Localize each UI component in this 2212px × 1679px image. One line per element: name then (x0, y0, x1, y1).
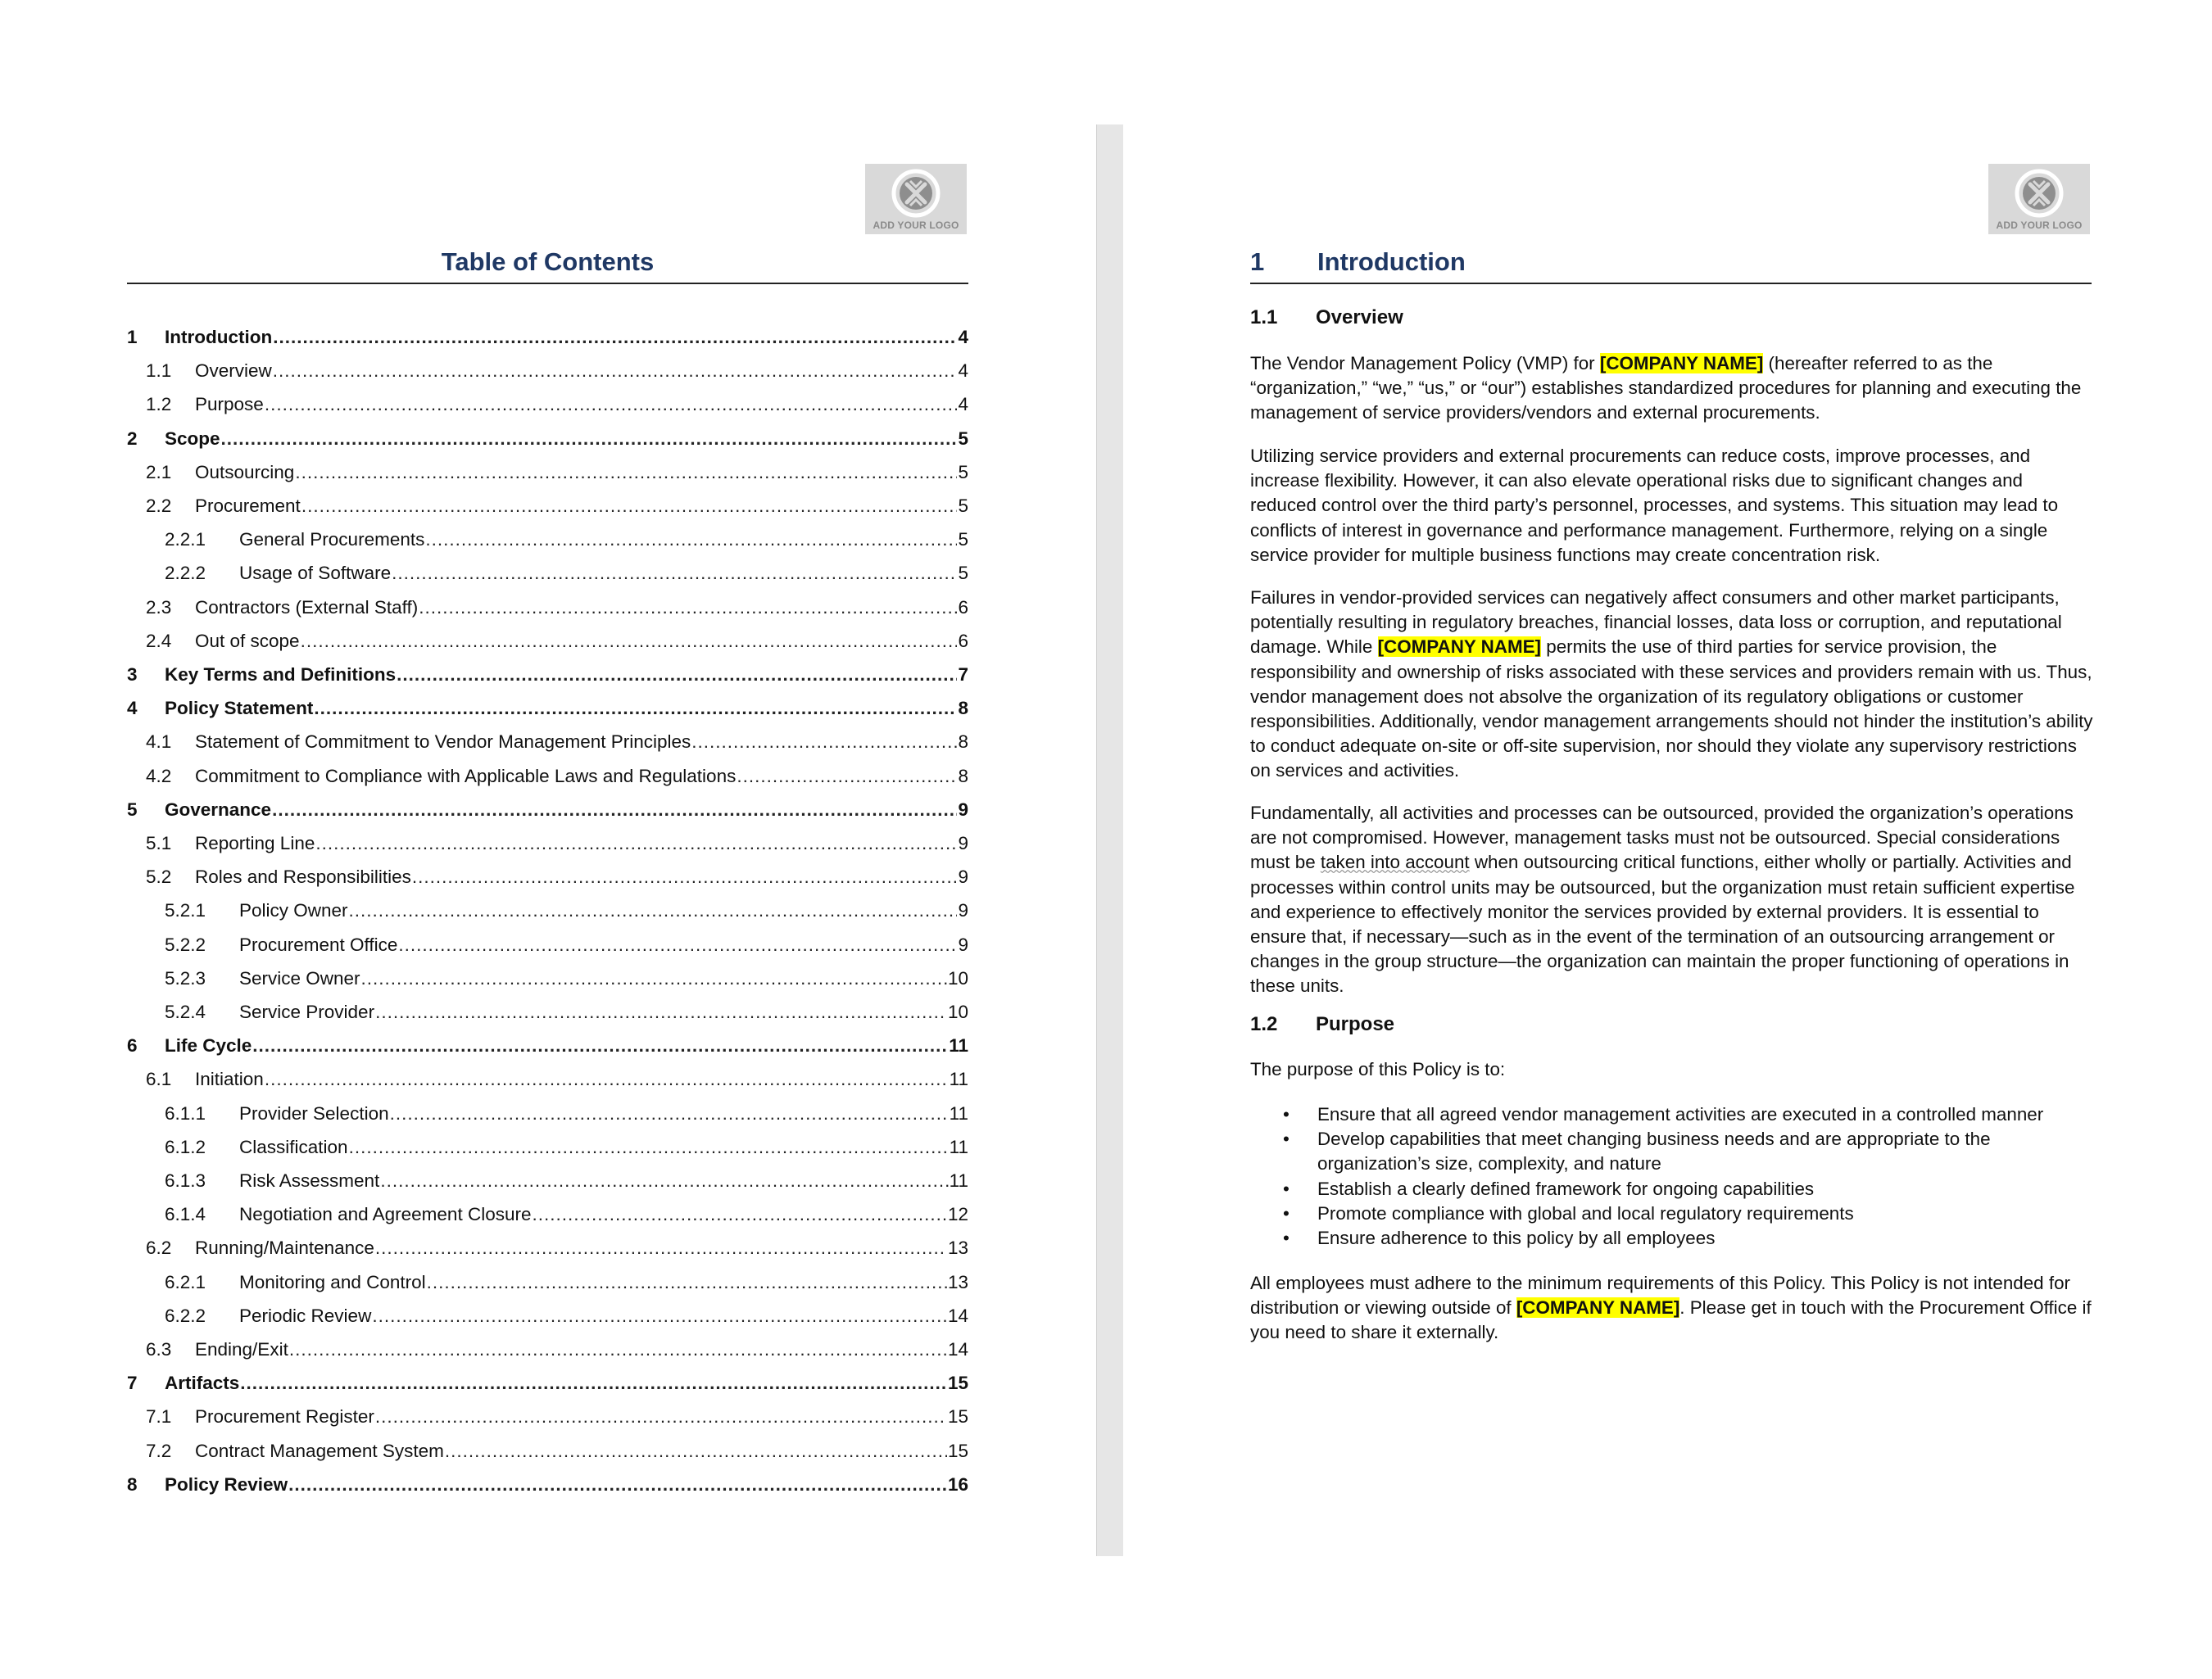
toc-entry-page: 13 (947, 1238, 968, 1259)
toc-entry-page: 14 (947, 1305, 968, 1326)
toc-title-rule (127, 283, 968, 284)
toc-entry-page: 6 (958, 596, 968, 618)
text-run: Failures in vendor-provided services can negatively affect consumers and other market participants, potentially resulting in regulatory breaches, financial losses, data loss or corruption, and reputational damage. While (1250, 587, 2062, 658)
toc-entry-page: 14 (947, 1339, 968, 1360)
toc-entry-page: 11 (949, 1136, 968, 1157)
toc-dot-leader (375, 1236, 947, 1260)
toc-entry-page: 13 (947, 1271, 968, 1292)
text-run: The Vendor Management Policy (VMP) for (1250, 353, 1600, 373)
overview-paragraph-2: Utilizing service providers and external procurements can reduce costs, improve processes, and increase flexibility. However, it can also elevate operational risks due to significant changes and reduced control over the third party’s personnel, processes, and systems. This situation may lead to conflicts of interest in governance and performance management. Furthermore, relying on a single service provider for multiple business functions may create concentration risk. (1250, 446, 2059, 565)
toc-dot-leader (392, 561, 957, 586)
toc-entry-title: Service Owner (239, 967, 360, 989)
toc-entry-number: 4.1 (146, 731, 172, 753)
toc-entry-page: 11 (949, 1170, 968, 1191)
toc-title: Table of Contents (441, 247, 655, 276)
toc-entry-title: Policy Statement (165, 698, 314, 719)
toc-entry-number: 6.1.2 (165, 1136, 206, 1157)
toc-entry-title: Overview (195, 360, 272, 382)
toc-entry-page: 8 (958, 698, 968, 719)
toc-entry-title: Out of scope (195, 630, 300, 651)
toc-entry-title: Outsourcing (195, 461, 295, 482)
toc-entry-page: 9 (958, 799, 968, 820)
toc-entry-number: 6.3 (146, 1339, 172, 1360)
overview-paragraph-1 (1250, 351, 2094, 426)
purpose-bullet: • Establish a clearly defined framework for ongoing capabilities (1250, 1177, 2094, 1202)
toc-entry-page: 6 (958, 630, 968, 651)
toc-entry-title: Usage of Software (239, 563, 392, 584)
toc-entry[interactable] (127, 527, 968, 552)
toc-entry-title: Procurement (195, 496, 301, 516)
logo-placeholder (865, 164, 967, 234)
toc-dot-leader (295, 460, 957, 485)
toc-entry[interactable] (127, 831, 968, 856)
toc-dot-leader (419, 595, 957, 620)
toc-dot-leader (315, 831, 957, 856)
toc-entry-page: 10 (947, 967, 968, 989)
toc-dot-leader (691, 730, 957, 754)
toc-entry-number: 6.1.1 (165, 1102, 206, 1124)
toc-entry-title: Introduction (165, 327, 273, 347)
toc-entry[interactable] (127, 966, 968, 991)
toc-dot-leader (265, 1067, 949, 1092)
toc-dot-leader (288, 1473, 947, 1497)
toc-entry-title: Reporting Line (195, 833, 315, 853)
toc-dot-leader (349, 1135, 949, 1160)
toc-entry-title: Statement of Commitment to Vendor Management Principles (195, 731, 691, 753)
toc-entry-page: 9 (958, 900, 968, 921)
toc-entry-page: 15 (947, 1440, 968, 1461)
toc-dot-leader (427, 1270, 947, 1295)
toc-dot-leader (390, 1102, 949, 1126)
toc-entry-number: 2.1 (146, 461, 172, 482)
toc-entry-title: Contractors (External Staff) (195, 596, 419, 618)
toc-dot-leader (375, 1000, 947, 1025)
toc-entry[interactable] (127, 663, 968, 687)
toc-entry-number: 6.2 (146, 1238, 172, 1259)
toc-entry-number: 1 (127, 327, 138, 347)
toc-entry-title: Purpose (195, 394, 264, 415)
toc-entry-title: Running/Maintenance (195, 1238, 374, 1259)
toc-dot-leader (445, 1439, 947, 1464)
heading-number: 1.2 (1250, 1013, 1278, 1035)
company-name-highlight: [COMPANY NAME] (1377, 636, 1542, 658)
toc-entry-number: 2.3 (146, 596, 172, 618)
toc-entry-page: 5 (958, 461, 968, 482)
toc-entry-number: 3 (127, 664, 138, 685)
toc-entry[interactable] (127, 359, 968, 383)
toc-entry-title: Negotiation and Agreement Closure (239, 1204, 532, 1225)
toc-entry-page: 9 (958, 934, 968, 955)
purpose-bullet: • Develop capabilities that meet changing business needs and are appropriate to the organization’s size, complexity, and nature (1250, 1127, 2094, 1176)
toc-entry-page: 16 (947, 1473, 968, 1495)
toc-entry[interactable] (127, 898, 968, 923)
toc-dot-leader (380, 1169, 948, 1193)
toc-entry[interactable] (127, 595, 968, 620)
toc-entry[interactable] (127, 629, 968, 654)
toc-entry-page: 10 (947, 1002, 968, 1022)
toc-entry-title: Commitment to Compliance with Applicable Laws and Regulations (195, 765, 737, 786)
toc-entry-number: 2.4 (146, 630, 172, 651)
toc-dot-leader (412, 865, 958, 889)
text-run: permits the use of third parties for service provision, the responsibility and ownership of risks associated with these services and providers remain with us. Thus, vendor management does not absolve the organization of its regulatory obligations or customer responsibilities. Additionally, vendor management arrangements should not hinder the institution’s ability to conduct adequate on-site or off-site supervision, nor should they violate any supervisory restrictions on services and activities. (1250, 636, 2093, 781)
toc-entry-page: 4 (958, 394, 968, 415)
toc-entry-number: 5.2 (146, 867, 172, 888)
toc-entry-title: Procurement Register (195, 1406, 374, 1428)
toc-dot-leader (252, 1034, 948, 1058)
toc-entry-number: 8 (127, 1473, 138, 1495)
toc-entry-number: 6.2.1 (165, 1271, 206, 1292)
toc-dot-leader (314, 696, 957, 721)
toc-entry-number: 2.2 (146, 496, 172, 516)
toc-entry-page: 11 (949, 1035, 968, 1057)
toc-entry[interactable] (127, 764, 968, 789)
toc-entry-title: Contract Management System (195, 1440, 444, 1461)
text-run: (hereafter referred to as the “organization,” “we,” “us,” or “our”) establishes standardized procedures for planning and executing the management of service providers/vendors and external procurements. (1250, 353, 2082, 423)
purpose-closing (1250, 1271, 2094, 1346)
toc-entry[interactable] (127, 865, 968, 889)
toc-entry-page: 15 (947, 1373, 968, 1394)
toc-entry-number: 5.2.3 (165, 967, 206, 989)
page-introduction (1123, 124, 2212, 1556)
toc-entry[interactable] (127, 1473, 968, 1497)
toc-entry-number: 7.2 (146, 1440, 172, 1461)
purpose-bullet: • Promote compliance with global and local regulatory requirements (1250, 1202, 2094, 1226)
toc-entry[interactable] (127, 392, 968, 417)
toc-dot-leader (289, 1337, 947, 1362)
spellcheck-underlined-text: taken into account (1320, 852, 1470, 873)
toc-entry-title: Scope (165, 428, 220, 449)
toc-entry-number: 7 (127, 1373, 138, 1394)
toc-entry[interactable] (127, 696, 968, 721)
toc-entry[interactable] (127, 1304, 968, 1328)
toc-entry[interactable] (127, 1439, 968, 1464)
toc-entry[interactable] (127, 798, 968, 822)
toc-entry[interactable] (127, 1000, 968, 1025)
toc-entry-page: 4 (958, 327, 968, 347)
toc-entry[interactable] (127, 1371, 968, 1396)
company-name-highlight: [COMPANY NAME] (1516, 1297, 1680, 1319)
text-run: . Please get in touch with the Procurement Office if you need to share it externally. (1250, 1297, 2092, 1343)
toc-entry[interactable] (127, 933, 968, 957)
text-run: Fundamentally, all activities and processes can be outsourced, provided the organization’s operations are not compromised. However, management tasks must not be outsourced. Special considerations must be (1250, 803, 2074, 873)
toc-dot-leader (349, 898, 958, 923)
toc-entry-number: 4 (127, 698, 138, 719)
toc-dot-leader (425, 527, 957, 552)
text-run: All employees must adhere to the minimum requirements of this Policy. This Policy is not intended for distribution or viewing outside of (1250, 1273, 2070, 1319)
page-gutter (1096, 124, 1124, 1556)
toc-entry-number: 1.2 (146, 394, 172, 415)
toc-entry-title: Roles and Responsibilities (195, 867, 411, 888)
toc-dot-leader (397, 663, 957, 687)
toc-entry-page: 7 (958, 664, 968, 685)
toc-dot-leader (240, 1371, 947, 1396)
toc-dot-leader (361, 966, 947, 991)
toc-entry[interactable] (127, 1034, 968, 1058)
toc-dot-leader (221, 427, 958, 451)
toc-entry-title: Risk Assessment (239, 1170, 380, 1191)
toc-dot-leader (398, 933, 957, 957)
heading-title: Purpose (1316, 1013, 1395, 1035)
toc-entry[interactable] (127, 460, 968, 485)
toc-entry-page: 4 (958, 360, 968, 382)
toc-dot-leader (532, 1202, 946, 1227)
toc-entry-number: 6.1 (146, 1069, 172, 1090)
toc-entry[interactable] (127, 1337, 968, 1362)
toc-entry-number: 6 (127, 1035, 138, 1057)
toc-entry-page: 9 (958, 867, 968, 888)
toc-entry-page: 5 (958, 529, 968, 550)
toc-entry-number: 6.2.2 (165, 1305, 206, 1326)
purpose-bullet: • Ensure adherence to this policy by all employees (1250, 1226, 2094, 1251)
text-run: when outsourcing critical functions, either wholly or partially. Activities and processes within control units may be outsourced, but the organization must retain sufficient expertise and experience to effectively monitor the services provided by external providers. It is essential to ensure that, if necessary—such as in the event of the termination of an outsourcing arrangement or changes in the group structure—the organization can maintain the proper functioning of operations in these units. (1250, 852, 2075, 997)
toc-dot-leader (265, 392, 958, 417)
toc-entry-title: Service Provider (239, 1002, 375, 1022)
toc-entry[interactable] (127, 730, 968, 754)
toc-entry-number: 7.1 (146, 1406, 172, 1428)
purpose-bullet: • Ensure that all agreed vendor management activities are executed in a controlled manner (1250, 1102, 2094, 1127)
heading-number: 1 (1250, 247, 1265, 276)
toc-entry[interactable] (127, 561, 968, 586)
toc-entry-page: 5 (958, 563, 968, 584)
toc-entry-title: General Procurements (239, 529, 425, 550)
toc-entry-number: 6.1.4 (165, 1204, 206, 1225)
toc-dot-leader (273, 359, 958, 383)
toc-entry-page: 12 (947, 1204, 968, 1225)
toc-entry[interactable] (127, 1067, 968, 1092)
toc-entry[interactable] (127, 1202, 968, 1227)
toc-entry[interactable] (127, 427, 968, 451)
logo-icon (2014, 168, 2065, 219)
toc-entry-title: Provider Selection (239, 1102, 389, 1124)
logo-icon (891, 168, 941, 219)
toc-entry-number: 5.2.4 (165, 1002, 206, 1022)
toc-entry[interactable] (127, 1270, 968, 1295)
heading-overview (1250, 306, 1403, 329)
heading-purpose (1250, 1013, 1394, 1036)
logo-text: ADD YOUR LOGO (1996, 219, 2083, 231)
toc-entry-number: 5.1 (146, 833, 172, 853)
toc-dot-leader (273, 325, 957, 350)
toc-entry-number: 5 (127, 799, 138, 820)
toc-entry-page: 8 (958, 765, 968, 786)
overview-paragraph-3 (1250, 586, 2094, 784)
toc-entry-page: 15 (947, 1406, 968, 1428)
toc-entry-number: 5.2.2 (165, 934, 206, 955)
toc-dot-leader (375, 1405, 947, 1429)
toc-entry[interactable] (127, 1135, 968, 1160)
toc-entry-title: Key Terms and Definitions (165, 664, 397, 685)
toc-entry-page: 8 (958, 731, 968, 753)
toc-entry-title: Policy Review (165, 1473, 288, 1495)
toc-entry-number: 2.2.2 (165, 563, 206, 584)
toc-entry-number: 2 (127, 428, 138, 449)
company-name-highlight: [COMPANY NAME] (1599, 353, 1764, 373)
heading-rule (1250, 283, 2092, 284)
toc-entry-page: 9 (958, 833, 968, 853)
toc-entry[interactable] (127, 1169, 968, 1193)
toc-entry-title: Monitoring and Control (239, 1271, 426, 1292)
purpose-lead: The purpose of this Policy is to: (1250, 1059, 1506, 1079)
toc-entry[interactable] (127, 494, 968, 518)
toc-entry-number: 4.2 (146, 765, 172, 786)
toc-entry-page: 11 (949, 1069, 968, 1090)
toc-entry-title: Governance (165, 799, 272, 820)
toc-entry-title: Policy Owner (239, 900, 348, 921)
toc-entry-title: Classification (239, 1136, 348, 1157)
toc-entry-page: 5 (958, 496, 968, 516)
toc-entry-number: 2.2.1 (165, 529, 206, 550)
toc-dot-leader (737, 764, 957, 789)
page-toc (0, 124, 1096, 1556)
toc-dot-leader (272, 798, 957, 822)
toc-entry-title: Initiation (195, 1069, 264, 1090)
toc-dot-leader (301, 629, 958, 654)
toc-dot-leader (301, 494, 958, 518)
purpose-bullet-list (1250, 1102, 2094, 1251)
logo-placeholder (1988, 164, 2090, 234)
toc-entry-page: 11 (949, 1102, 968, 1124)
toc-entry-number: 1.1 (146, 360, 172, 382)
logo-text: ADD YOUR LOGO (873, 219, 959, 231)
heading-number: 1.1 (1250, 306, 1278, 328)
heading-title: Introduction (1317, 247, 1466, 276)
toc-entry-title: Life Cycle (165, 1035, 252, 1057)
toc-entry[interactable] (127, 325, 968, 350)
toc-entry[interactable] (127, 1405, 968, 1429)
toc-entry-title: Artifacts (165, 1373, 240, 1394)
toc-dot-leader (372, 1304, 947, 1328)
toc-entry-title: Procurement Office (239, 934, 398, 955)
overview-paragraph-4 (1250, 801, 2094, 999)
toc-entry-number: 5.2.1 (165, 900, 206, 921)
toc-entry-title: Ending/Exit (195, 1339, 288, 1360)
heading-introduction (1250, 247, 2092, 277)
toc-entry-title: Periodic Review (239, 1305, 372, 1326)
toc-entry-number: 6.1.3 (165, 1170, 206, 1191)
heading-title: Overview (1316, 306, 1403, 328)
toc-entry-page: 5 (958, 428, 968, 449)
toc-entry[interactable] (127, 1236, 968, 1260)
toc-entry[interactable] (127, 1102, 968, 1126)
